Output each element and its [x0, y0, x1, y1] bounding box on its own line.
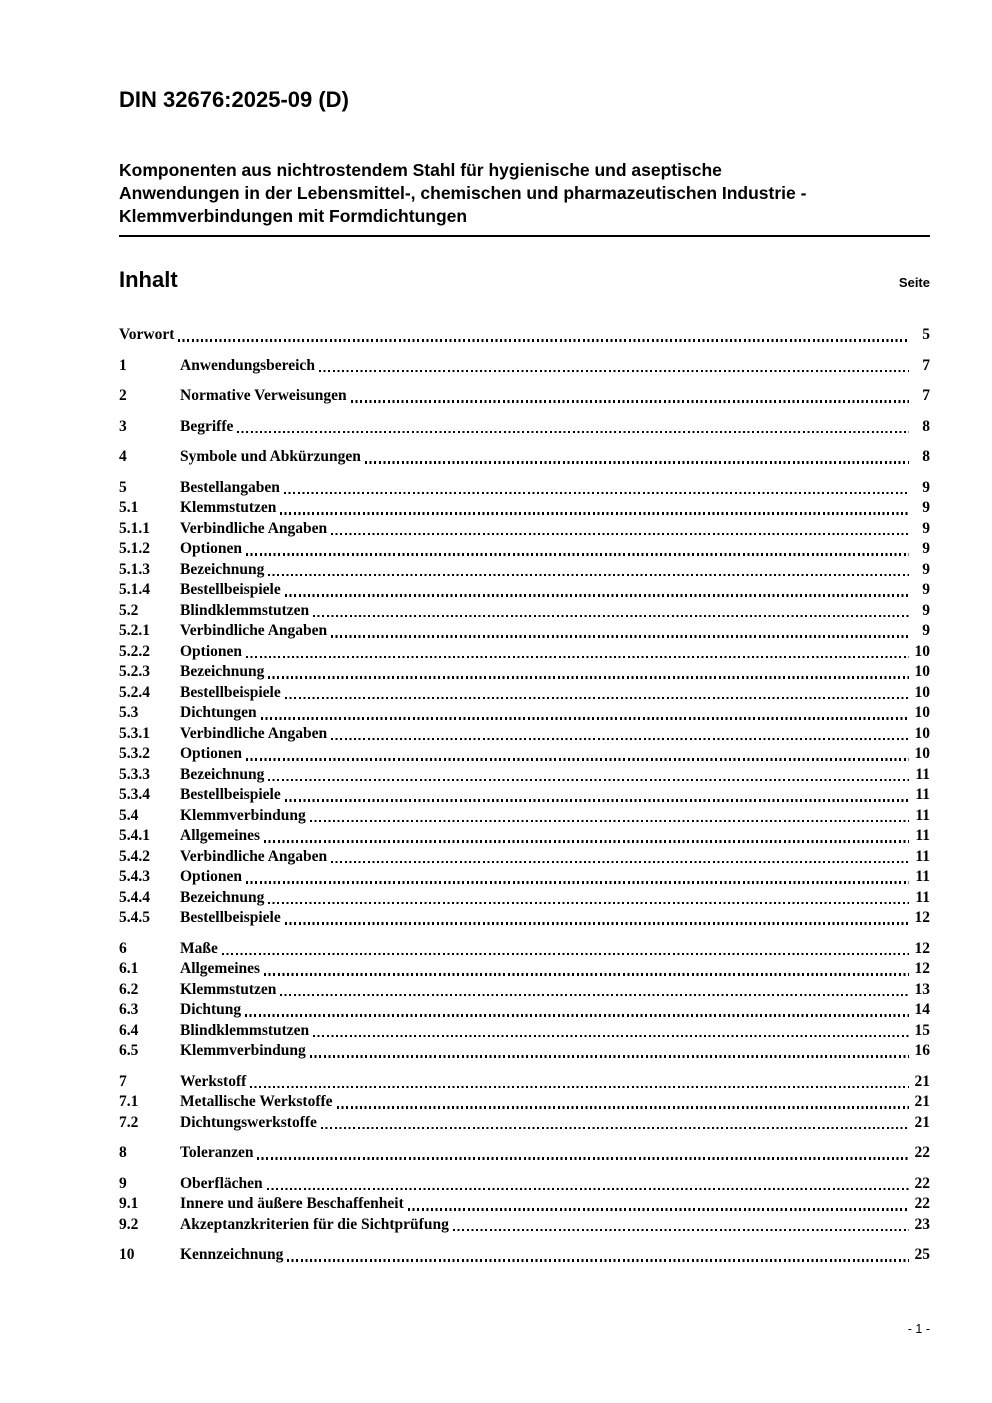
toc-entry-number: 5.3.4 — [119, 786, 150, 803]
toc-leader-dots — [287, 1259, 909, 1261]
toc-entry-title: Dichtungen — [180, 704, 257, 721]
toc-entry-page: 11 — [915, 868, 930, 885]
toc-leader-dots — [313, 615, 909, 617]
toc-leader-dots — [261, 717, 909, 719]
toc-entry-page: 22 — [914, 1195, 930, 1212]
toc-entry — [119, 785, 930, 806]
toc-entry-title: Toleranzen — [180, 1144, 254, 1161]
toc-entry-title: Kennzeichnung — [180, 1246, 284, 1263]
toc-entry-number: 6.2 — [119, 980, 139, 998]
toc-entry-title: Metallische Werkstoffe — [180, 1093, 333, 1110]
toc-entry-number: 1 — [119, 356, 127, 374]
toc-leader-dots — [257, 1157, 909, 1159]
toc-entry — [119, 1021, 930, 1042]
toc-entry-title: Bestellbeispiele — [180, 581, 281, 598]
toc-leader-dots — [331, 635, 909, 637]
toc-entry — [119, 601, 930, 622]
toc-leader-dots — [284, 492, 909, 494]
toc-entry — [119, 939, 930, 960]
toc-entry-number: 5.2.2 — [119, 642, 150, 660]
toc-entry-page: 21 — [914, 1113, 930, 1131]
toc-leader-dots — [280, 512, 909, 514]
toc-entry — [119, 826, 930, 847]
toc-entry-title: Dichtung — [180, 1001, 242, 1018]
toc-leader-dots — [285, 594, 909, 596]
toc-entry-title: Dichtungswerkstoffe — [180, 1113, 317, 1131]
toc-entry — [119, 806, 930, 827]
toc-entry-page: 22 — [914, 1174, 930, 1192]
toc-leader-dots — [285, 922, 909, 924]
toc-leader-dots — [222, 953, 909, 955]
toc-entry-title: Oberflächen — [180, 1174, 263, 1192]
toc-entry-page: 11 — [915, 786, 930, 803]
toc-entry — [119, 888, 930, 909]
toc-entry-number: 3 — [119, 417, 127, 435]
toc-list — [119, 325, 930, 1266]
toc-entry — [119, 386, 930, 407]
toc-leader-dots — [178, 339, 909, 341]
toc-entry-title: Werkstoff — [180, 1072, 247, 1090]
toc-leader-dots — [267, 1188, 909, 1190]
toc-entry-page: 10 — [914, 642, 930, 660]
toc-entry-title: Bestellangaben — [180, 478, 280, 496]
toc-entry-page: 10 — [914, 724, 930, 742]
toc-entry-page: 21 — [914, 1093, 930, 1110]
toc-entry-page: 9 — [922, 519, 930, 537]
footer-page-number: - 1 - — [907, 1322, 930, 1336]
toc-entry-number: 5.2 — [119, 601, 139, 619]
toc-entry-number: 5.4.4 — [119, 888, 150, 906]
toc-entry — [119, 519, 930, 540]
toc-entry-number: 5.4.3 — [119, 868, 150, 885]
toc-entry-page: 15 — [914, 1021, 930, 1039]
toc-leader-dots — [408, 1208, 909, 1210]
toc-entry-number: 6.4 — [119, 1021, 139, 1039]
toc-entry-page: 11 — [915, 847, 930, 865]
toc-leader-dots — [285, 697, 909, 699]
toc-entry-number: 5.1.3 — [119, 560, 150, 578]
toc-entry-page: 25 — [914, 1246, 930, 1263]
toc-leader-dots — [310, 1055, 909, 1057]
toc-leader-dots — [268, 779, 909, 781]
toc-entry-number: 6.1 — [119, 960, 139, 977]
toc-leader-dots — [321, 1127, 909, 1129]
toc-leader-dots — [237, 431, 909, 433]
toc-leader-dots — [351, 400, 909, 402]
toc-entry-title: Klemmverbindung — [180, 806, 306, 824]
toc-entry-title: Symbole und Abkürzungen — [180, 448, 361, 465]
toc-entry-title: Bezeichnung — [180, 663, 265, 680]
toc-leader-dots — [453, 1229, 909, 1231]
toc-leader-dots — [245, 1014, 909, 1016]
toc-entry-page: 13 — [914, 980, 930, 998]
toc-leader-dots — [246, 553, 909, 555]
toc-entry-number: 5.4.5 — [119, 909, 150, 926]
toc-entry — [119, 683, 930, 704]
toc-entry — [119, 1000, 930, 1021]
toc-entry — [119, 642, 930, 663]
toc-entry-number: 7 — [119, 1072, 127, 1090]
toc-entry-page: 11 — [915, 806, 930, 824]
toc-entry-page: 11 — [915, 888, 930, 906]
toc-entry — [119, 980, 930, 1001]
toc-entry-title: Maße — [180, 939, 218, 957]
toc-entry — [119, 1092, 930, 1113]
toc-entry-page: 16 — [914, 1042, 930, 1059]
toc-entry — [119, 1174, 930, 1195]
toc-entry-number: 5.4.1 — [119, 827, 150, 844]
toc-entry-number: 6.5 — [119, 1042, 139, 1059]
toc-entry — [119, 1245, 930, 1266]
toc-entry — [119, 744, 930, 765]
toc-entry-number: 9 — [119, 1174, 127, 1192]
toc-entry-title: Innere und äußere Beschaffenheit — [180, 1195, 404, 1212]
toc-entry-title: Bezeichnung — [180, 765, 265, 783]
toc-entry-page: 10 — [914, 683, 930, 701]
toc-entry — [119, 1215, 930, 1236]
toc-entry-page: 7 — [922, 356, 930, 374]
toc-entry-page: 10 — [914, 704, 930, 721]
toc-entry-number: 10 — [119, 1246, 135, 1263]
toc-entry-title: Verbindliche Angaben — [180, 519, 328, 537]
toc-leader-dots — [331, 861, 909, 863]
toc-entry-title: Klemmstutzen — [180, 980, 277, 998]
toc-entry-number: 5.3.3 — [119, 765, 150, 783]
toc-entry — [119, 325, 930, 346]
toc-entry-page: 9 — [922, 478, 930, 496]
toc-entry-title: Akzeptanzkriterien für die Sichtprüfung — [180, 1215, 449, 1233]
toc-entry-page: 9 — [922, 581, 930, 598]
toc-entry-title: Vorwort — [119, 326, 175, 343]
toc-entry-page: 8 — [922, 448, 930, 465]
toc-entry — [119, 447, 930, 468]
toc-entry — [119, 662, 930, 683]
toc-entry-title: Normative Verweisungen — [180, 387, 347, 404]
toc-entry-title: Begriffe — [180, 417, 234, 435]
toc-entry-page: 12 — [914, 909, 930, 926]
toc-leader-dots — [264, 973, 909, 975]
toc-entry-page: 11 — [915, 765, 930, 783]
toc-entry-title: Anwendungsbereich — [180, 356, 315, 374]
toc-entry-title: Allgemeines — [180, 960, 261, 977]
toc-entry — [119, 539, 930, 560]
toc-entry — [119, 847, 930, 868]
toc-entry — [119, 417, 930, 438]
toc-entry-title: Bestellbeispiele — [180, 909, 281, 926]
toc-entry-number: 5.2.1 — [119, 622, 150, 639]
toc-entry-number: 5.2.3 — [119, 663, 150, 680]
toc-entry-page: 9 — [922, 560, 930, 578]
toc-entry — [119, 703, 930, 724]
toc-leader-dots — [268, 902, 909, 904]
toc-entry-number: 6.3 — [119, 1001, 139, 1018]
toc-entry-page: 12 — [914, 960, 930, 977]
doc-title-line-3: Klemmverbindungen mit Formdichtungen — [119, 206, 468, 226]
toc-entry — [119, 1113, 930, 1134]
toc-entry-number: 5.2.4 — [119, 683, 150, 701]
toc-entry-title: Verbindliche Angaben — [180, 622, 328, 639]
toc-leader-dots — [250, 1086, 909, 1088]
toc-entry-title: Verbindliche Angaben — [180, 724, 328, 742]
toc-entry — [119, 580, 930, 601]
toc-leader-dots — [268, 676, 909, 678]
toc-entry — [119, 724, 930, 745]
toc-entry-page: 9 — [922, 540, 930, 557]
toc-entry-number: 5.4 — [119, 806, 139, 824]
doc-title — [119, 159, 930, 237]
toc-entry-page: 8 — [922, 417, 930, 435]
toc-entry-page: 5 — [922, 326, 930, 343]
toc-entry-number: 5.3 — [119, 704, 139, 721]
doc-title-line-1: Komponenten aus nichtrostendem Stahl für hygienische und aseptische — [119, 160, 722, 180]
toc-entry-page: 22 — [914, 1144, 930, 1161]
toc-entry-page: 9 — [922, 499, 930, 516]
toc-entry-page: 14 — [914, 1001, 930, 1018]
toc-entry-page: 10 — [914, 745, 930, 762]
toc-entry — [119, 1041, 930, 1062]
toc-entry — [119, 908, 930, 929]
toc-entry-title: Bestellbeispiele — [180, 786, 281, 803]
toc-leader-dots — [246, 656, 909, 658]
toc-entry-number: 4 — [119, 448, 127, 465]
doc-number-heading: DIN 32676:2025-09 (D) — [119, 87, 349, 112]
toc-leader-dots — [365, 461, 909, 463]
toc-entry-page: 7 — [922, 387, 930, 404]
toc-entry-title: Bezeichnung — [180, 888, 265, 906]
toc-entry-title: Optionen — [180, 540, 243, 557]
toc-entry-number: 7.1 — [119, 1093, 139, 1110]
toc-entry-page: 9 — [922, 601, 930, 619]
toc-entry-number: 5.1.4 — [119, 581, 150, 598]
toc-entry — [119, 765, 930, 786]
toc-entry-title: Blindklemmstutzen — [180, 1021, 310, 1039]
toc-leader-dots — [285, 799, 909, 801]
toc-entry-number: 2 — [119, 387, 127, 404]
toc-leader-dots — [246, 881, 909, 883]
page-column-label: Seite — [898, 275, 930, 290]
toc-entry — [119, 356, 930, 377]
toc-entry — [119, 1143, 930, 1164]
toc-heading: Inhalt — [119, 267, 178, 292]
toc-entry-page: 9 — [922, 622, 930, 639]
toc-entry-number: 5.1.1 — [119, 519, 150, 537]
toc-entry-number: 5.1 — [119, 499, 139, 516]
toc-entry — [119, 867, 930, 888]
toc-entry-title: Optionen — [180, 642, 243, 660]
toc-entry — [119, 560, 930, 581]
toc-entry-title: Optionen — [180, 745, 243, 762]
toc-leader-dots — [280, 994, 909, 996]
toc-entry — [119, 478, 930, 499]
toc-entry-title: Klemmverbindung — [180, 1042, 306, 1059]
toc-entry-title: Blindklemmstutzen — [180, 601, 310, 619]
toc-entry-title: Optionen — [180, 868, 243, 885]
toc-entry-page: 11 — [915, 827, 930, 844]
toc-entry-page: 21 — [914, 1072, 930, 1090]
toc-entry-number: 6 — [119, 939, 127, 957]
toc-entry-title: Klemmstutzen — [180, 499, 277, 516]
toc-leader-dots — [268, 574, 909, 576]
toc-entry — [119, 621, 930, 642]
toc-entry-number: 9.1 — [119, 1195, 139, 1212]
toc-entry-title: Bestellbeispiele — [180, 683, 281, 701]
toc-entry-page: 10 — [914, 663, 930, 680]
toc-entry — [119, 959, 930, 980]
toc-entry-number: 8 — [119, 1144, 127, 1161]
toc-entry-number: 5.1.2 — [119, 540, 150, 557]
toc-leader-dots — [246, 758, 909, 760]
toc-entry-number: 5 — [119, 478, 127, 496]
toc-entry-title: Allgemeines — [180, 827, 261, 844]
toc-leader-dots — [264, 840, 909, 842]
toc-entry-title: Verbindliche Angaben — [180, 847, 328, 865]
toc-entry-page: 12 — [914, 939, 930, 957]
toc-entry — [119, 1072, 930, 1093]
toc-leader-dots — [313, 1035, 909, 1037]
toc-leader-dots — [331, 533, 909, 535]
toc-entry — [119, 1194, 930, 1215]
toc-leader-dots — [337, 1106, 909, 1108]
toc-entry-number: 5.4.2 — [119, 847, 150, 865]
toc-entry-title: Bezeichnung — [180, 560, 265, 578]
toc-entry — [119, 498, 930, 519]
toc-leader-dots — [331, 738, 909, 740]
toc-header — [119, 267, 930, 292]
toc-entry-number: 9.2 — [119, 1215, 139, 1233]
toc-entry-page: 23 — [914, 1215, 930, 1233]
toc-entry-number: 7.2 — [119, 1113, 139, 1131]
doc-title-line-2: Anwendungen in der Lebensmittel-, chemischen und pharmazeutischen Industrie - — [119, 183, 807, 203]
toc-entry-number: 5.3.1 — [119, 724, 150, 742]
toc-leader-dots — [310, 820, 909, 822]
toc-entry-number: 5.3.2 — [119, 745, 150, 762]
toc-leader-dots — [319, 370, 909, 372]
